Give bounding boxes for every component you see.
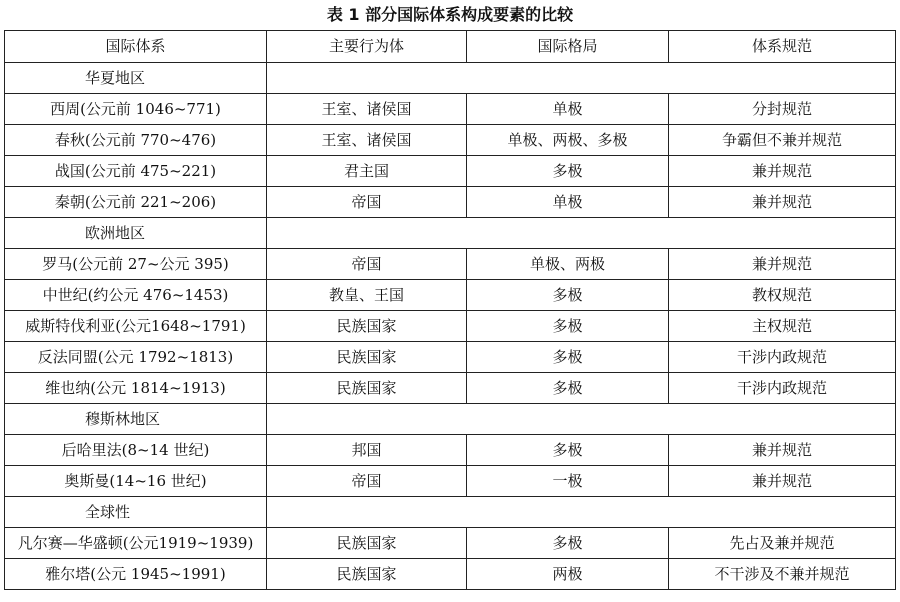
cell-structure: 两极 bbox=[467, 559, 669, 590]
comparison-table bbox=[4, 30, 896, 590]
cell-norms: 主权规范 bbox=[669, 311, 896, 342]
cell-structure: 单极 bbox=[467, 94, 669, 125]
region-label: 全球性 bbox=[5, 497, 267, 528]
cell-system: 维也纳(公元 1814~1913) bbox=[5, 373, 267, 404]
header-actors: 主要行为体 bbox=[267, 31, 467, 63]
table-body bbox=[5, 31, 896, 590]
cell-actors: 帝国 bbox=[267, 187, 467, 218]
cell-norms: 不干涉及不兼并规范 bbox=[669, 559, 896, 590]
cell-actors: 民族国家 bbox=[267, 342, 467, 373]
cell-system: 雅尔塔(公元 1945~1991) bbox=[5, 559, 267, 590]
cell-system: 反法同盟(公元 1792~1813) bbox=[5, 342, 267, 373]
cell-system: 秦朝(公元前 221~206) bbox=[5, 187, 267, 218]
cell-structure: 多极 bbox=[467, 342, 669, 373]
table-row bbox=[5, 280, 896, 311]
cell-norms: 兼并规范 bbox=[669, 249, 896, 280]
cell-norms: 兼并规范 bbox=[669, 187, 896, 218]
cell-actors: 君主国 bbox=[267, 156, 467, 187]
table-row bbox=[5, 435, 896, 466]
cell-structure: 多极 bbox=[467, 311, 669, 342]
cell-norms: 教权规范 bbox=[669, 280, 896, 311]
cell-norms: 兼并规范 bbox=[669, 435, 896, 466]
cell-system: 威斯特伐利亚(公元1648~1791) bbox=[5, 311, 267, 342]
region-filler bbox=[267, 218, 896, 249]
header-row bbox=[5, 31, 896, 63]
region-row bbox=[5, 497, 896, 528]
cell-structure: 多极 bbox=[467, 435, 669, 466]
cell-actors: 王室、诸侯国 bbox=[267, 125, 467, 156]
table-row bbox=[5, 125, 896, 156]
cell-norms: 干涉内政规范 bbox=[669, 342, 896, 373]
cell-norms: 干涉内政规范 bbox=[669, 373, 896, 404]
cell-system: 西周(公元前 1046~771) bbox=[5, 94, 267, 125]
header-structure: 国际格局 bbox=[467, 31, 669, 63]
cell-norms: 兼并规范 bbox=[669, 156, 896, 187]
region-row bbox=[5, 218, 896, 249]
cell-actors: 民族国家 bbox=[267, 311, 467, 342]
region-filler bbox=[267, 404, 896, 435]
cell-structure: 多极 bbox=[467, 528, 669, 559]
cell-structure: 多极 bbox=[467, 156, 669, 187]
table-row bbox=[5, 94, 896, 125]
header-norms: 体系规范 bbox=[669, 31, 896, 63]
region-row bbox=[5, 63, 896, 94]
table-row bbox=[5, 342, 896, 373]
cell-structure: 一极 bbox=[467, 466, 669, 497]
region-label: 穆斯林地区 bbox=[5, 404, 267, 435]
cell-actors: 教皇、王国 bbox=[267, 280, 467, 311]
cell-norms: 分封规范 bbox=[669, 94, 896, 125]
cell-system: 后哈里法(8~14 世纪) bbox=[5, 435, 267, 466]
cell-norms: 先占及兼并规范 bbox=[669, 528, 896, 559]
table-title: 表 1 部分国际体系构成要素的比较 bbox=[326, 5, 574, 24]
table-row bbox=[5, 373, 896, 404]
cell-norms: 争霸但不兼并规范 bbox=[669, 125, 896, 156]
cell-structure: 单极 bbox=[467, 187, 669, 218]
cell-structure: 多极 bbox=[467, 373, 669, 404]
cell-system: 罗马(公元前 27~公元 395) bbox=[5, 249, 267, 280]
cell-system: 中世纪(约公元 476~1453) bbox=[5, 280, 267, 311]
cell-norms: 兼并规范 bbox=[669, 466, 896, 497]
table-row bbox=[5, 466, 896, 497]
region-filler bbox=[267, 497, 896, 528]
cell-structure: 单极、两极、多极 bbox=[467, 125, 669, 156]
table-row bbox=[5, 528, 896, 559]
table-row bbox=[5, 187, 896, 218]
table-row bbox=[5, 156, 896, 187]
cell-system: 春秋(公元前 770~476) bbox=[5, 125, 267, 156]
cell-system: 奥斯曼(14~16 世纪) bbox=[5, 466, 267, 497]
table-row bbox=[5, 249, 896, 280]
region-label: 华夏地区 bbox=[5, 63, 267, 94]
region-filler bbox=[267, 63, 896, 94]
cell-system: 凡尔赛—华盛顿(公元1919~1939) bbox=[5, 528, 267, 559]
table-row bbox=[5, 311, 896, 342]
region-row bbox=[5, 404, 896, 435]
cell-system: 战国(公元前 475~221) bbox=[5, 156, 267, 187]
cell-actors: 邦国 bbox=[267, 435, 467, 466]
cell-actors: 民族国家 bbox=[267, 528, 467, 559]
cell-actors: 民族国家 bbox=[267, 373, 467, 404]
cell-structure: 多极 bbox=[467, 280, 669, 311]
cell-actors: 民族国家 bbox=[267, 559, 467, 590]
cell-actors: 王室、诸侯国 bbox=[267, 94, 467, 125]
table-row bbox=[5, 559, 896, 590]
cell-structure: 单极、两极 bbox=[467, 249, 669, 280]
header-system: 国际体系 bbox=[5, 31, 267, 63]
cell-actors: 帝国 bbox=[267, 466, 467, 497]
region-label: 欧洲地区 bbox=[5, 218, 267, 249]
cell-actors: 帝国 bbox=[267, 249, 467, 280]
